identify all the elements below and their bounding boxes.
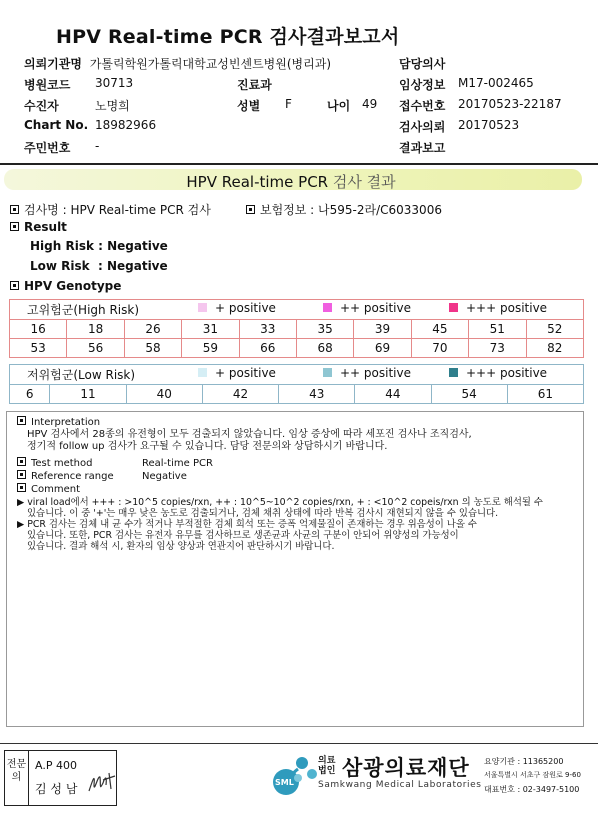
legend-text: + positive	[215, 301, 276, 315]
genotype-cell: 18	[67, 320, 124, 339]
high-risk-genotype-table	[9, 319, 584, 358]
genotype-cell: 42	[202, 385, 278, 404]
genotype-cell: 58	[124, 339, 181, 358]
comment-2-line-2: 있습니다. 또한, PCR 검사는 유전자 유무를 검사하므로 생존균과 사균의 구분이 안되어 위양성의 가능성이	[27, 530, 459, 541]
genotype-cell: 69	[354, 339, 411, 358]
genotype-cell: 68	[296, 339, 353, 358]
patient-label: 수진자	[24, 99, 59, 113]
genotype-cell: 43	[279, 385, 355, 404]
interpretation-heading-line	[17, 416, 100, 429]
genotype-cell: 44	[355, 385, 431, 404]
genotype-cell: 73	[469, 339, 526, 358]
comment-2-line-3: 있습니다. 결과 해석 시, 환자의 임상 양상과 연관지어 판단하시기 바랍니다.	[27, 541, 335, 552]
low-risk-legend-1	[198, 366, 276, 384]
bullet-icon	[17, 416, 26, 425]
comment-1-line-2: 있습니다. 이 중 '+'는 매우 낮은 농도로 검출되거나, 검체 채취 상태에 따라 반복 검사시 재현되지 않을 수 있습니다.	[27, 508, 499, 519]
genotype-cell: 33	[239, 320, 296, 339]
bullet-icon	[17, 470, 26, 479]
institution-field	[24, 55, 331, 72]
genotype-cell: 56	[67, 339, 124, 358]
signature	[85, 765, 117, 799]
table-row	[10, 339, 584, 358]
legend-swatch	[449, 368, 458, 377]
legend-text: ++ positive	[340, 301, 411, 315]
report-label: 결과보고	[399, 141, 446, 155]
method-line	[17, 457, 213, 470]
department-label: 진료과	[237, 78, 272, 92]
chart-value: 18982966	[95, 118, 157, 132]
high-risk-legend-3	[449, 301, 547, 319]
sex-value: F	[285, 97, 292, 111]
org-info-2: 서울특별시 서초구 잠원로 9-60	[484, 771, 581, 779]
legend-swatch	[198, 303, 207, 312]
bullet-icon	[17, 457, 26, 466]
report-title: HPV Real-time PCR 검사결과보고서	[56, 26, 400, 48]
range-line	[17, 470, 187, 483]
bullet-icon	[10, 281, 19, 290]
high-risk-legend-1	[198, 301, 276, 319]
accession-label: 접수번호	[399, 99, 446, 113]
accession-value: 20170523-22187	[458, 97, 562, 111]
legend-text: ++ positive	[340, 366, 411, 380]
genotype-cell: 6	[10, 385, 50, 404]
genotype-cell: 26	[124, 320, 181, 339]
age-label: 나이	[327, 99, 351, 113]
legend-swatch	[198, 368, 207, 377]
table-row	[10, 320, 584, 339]
low-risk-legend-3	[449, 366, 547, 384]
bullet-icon	[10, 205, 19, 214]
bullet-icon	[17, 483, 26, 492]
doctor-label: 담당의사	[399, 57, 446, 71]
clinical-info-label: 임상정보	[399, 78, 446, 92]
method-label: Test method	[31, 458, 93, 469]
interpretation-line-2: 정기적 follow up 검사가 요구될 수 있습니다. 담당 전문의와 상담하시기 바랍니다.	[27, 441, 388, 452]
genotype-cell: 66	[239, 339, 296, 358]
result-heading: Result	[24, 220, 67, 234]
section-banner-title	[0, 171, 582, 192]
org-info-3: 대표번호 : 02-3497-5100	[484, 785, 580, 794]
legend-text: + positive	[215, 366, 276, 380]
genotype-cell: 11	[50, 385, 126, 404]
hospital-code-label: 병원코드	[24, 78, 71, 92]
comment-1-line-1: ▶ viral load에서 +++ : >10^5 copies/rxn, ++ : 10^5~10^2 copies/rxn, + : <10^2 copeis/rxn 의 농도로 해석될 수	[17, 497, 543, 508]
legend-swatch	[323, 303, 332, 312]
specialist-stamp	[4, 750, 117, 806]
insurance-line	[246, 201, 442, 218]
genotype-cell: 59	[182, 339, 239, 358]
org-english: Samkwang Medical Laboratories	[318, 780, 482, 790]
banner-prefix: HPV Real-time PCR	[186, 173, 329, 191]
genotype-cell: 53	[10, 339, 67, 358]
genotype-heading: HPV Genotype	[24, 279, 122, 293]
genotype-cell: 51	[469, 320, 526, 339]
genotype-cell: 70	[411, 339, 468, 358]
banner-suffix: 검사 결과	[328, 173, 396, 191]
legend-swatch	[449, 303, 458, 312]
org-name: 삼광의료재단	[342, 756, 470, 780]
resident-label: 주민번호	[24, 141, 71, 155]
legend-swatch	[323, 368, 332, 377]
low-risk-group-label: 저위험군(Low Risk)	[27, 368, 136, 382]
comment-label: Comment	[31, 484, 80, 495]
genotype-cell: 52	[526, 320, 583, 339]
request-label: 검사의뢰	[399, 120, 446, 134]
bullet-icon	[10, 222, 19, 231]
low-risk-legend-2	[323, 366, 411, 384]
age-value: 49	[362, 97, 378, 111]
org-info-1: 요양기관 : 11365200	[484, 757, 564, 766]
low-risk-genotype-table	[9, 384, 584, 404]
range-value: Negative	[142, 471, 187, 482]
chart-label: Chart No.	[24, 118, 89, 132]
institution-value: 가톨릭학원가톨릭대학교성빈센트병원(병리과)	[89, 57, 332, 71]
stamp-name: 김 성 남	[35, 782, 78, 796]
signature-icon	[85, 765, 117, 799]
high-risk-group-label: 고위험군(High Risk)	[27, 303, 139, 317]
legend-text: +++ positive	[466, 366, 548, 380]
genotype-heading-line	[10, 279, 121, 293]
header-divider	[0, 163, 598, 165]
high-risk-legend-2	[323, 301, 411, 319]
test-name-line	[10, 201, 211, 218]
comment-2-line-1: ▶ PCR 검사는 검체 내 균 수가 적거나 부적절한 검체 희석 또는 증폭 억제물질이 존재하는 경우 위음성이 나올 수	[17, 519, 477, 530]
high-risk-result: High Risk : Negative	[30, 239, 168, 253]
org-small-2: 법인	[318, 766, 336, 776]
interpretation-line-1: HPV 검사에서 28종의 유전형이 모두 검출되지 않았습니다. 임상 증상에 따라 세포진 검사나 조직검사,	[27, 429, 472, 440]
sex-label: 성별	[237, 99, 261, 113]
stamp-code: A.P 400	[35, 759, 77, 772]
genotype-cell: 35	[296, 320, 353, 339]
genotype-cell: 40	[126, 385, 202, 404]
genotype-cell: 61	[507, 385, 583, 404]
low-risk-result: Low Risk : Negative	[30, 259, 168, 273]
table-row	[10, 385, 584, 404]
genotype-cell: 39	[354, 320, 411, 339]
method-value: Real-time PCR	[142, 458, 213, 469]
legend-text: +++ positive	[466, 301, 548, 315]
range-label: Reference range	[31, 471, 114, 482]
org-small-1: 의료	[318, 756, 336, 766]
stamp-side-label: 전문의	[5, 751, 29, 805]
footer-divider	[0, 743, 598, 744]
patient-value: 노명희	[95, 99, 130, 113]
clinical-info-value: M17-002465	[458, 76, 534, 90]
genotype-cell: 45	[411, 320, 468, 339]
genotype-cell: 16	[10, 320, 67, 339]
genotype-cell: 82	[526, 339, 583, 358]
hospital-code-value: 30713	[95, 76, 134, 90]
bullet-icon	[246, 205, 255, 214]
result-heading-line	[10, 220, 67, 234]
insurance-info: 보험정보 : 나595-2라/C6033006	[260, 203, 442, 217]
genotype-cell: 31	[182, 320, 239, 339]
org-type	[318, 756, 335, 776]
institution-label: 의뢰기관명	[24, 57, 82, 71]
genotype-cell: 54	[431, 385, 507, 404]
comment-heading-line	[17, 483, 80, 496]
resident-value: -	[95, 139, 100, 153]
interpretation-heading: Interpretation	[31, 417, 101, 428]
request-value: 20170523	[458, 118, 520, 132]
logo-text: SML	[275, 778, 294, 787]
test-name: 검사명 : HPV Real-time PCR 검사	[24, 203, 211, 217]
